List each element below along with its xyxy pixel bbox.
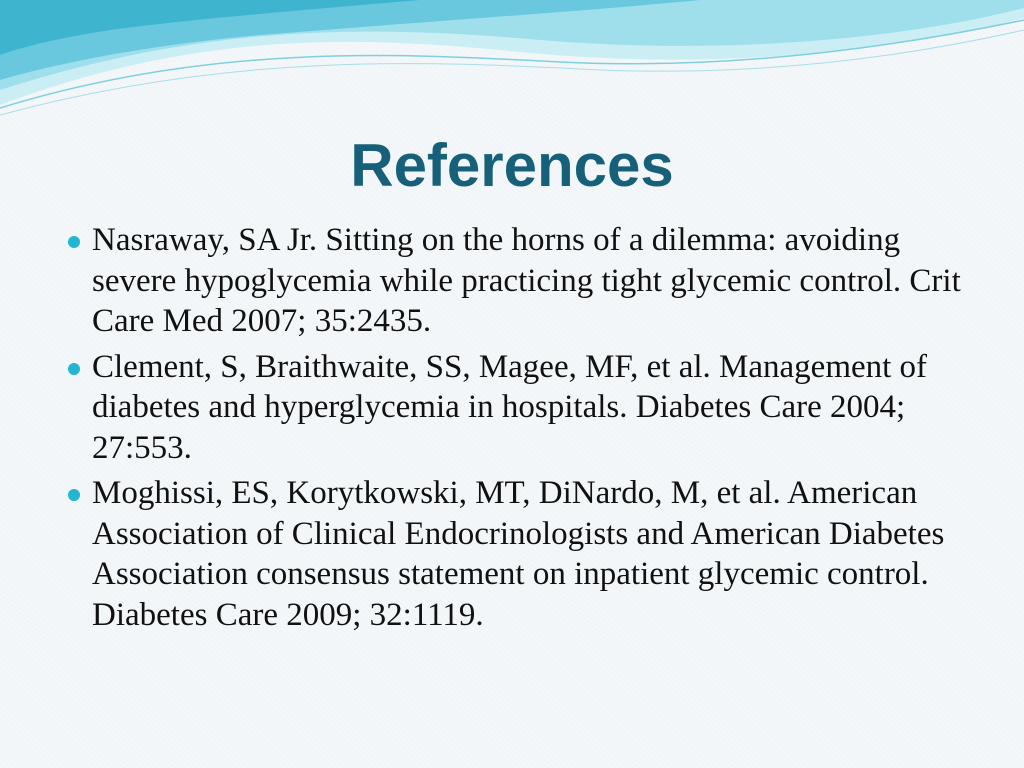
list-item [62, 220, 982, 342]
list-item [62, 473, 982, 635]
header-wave-decoration [0, 0, 1024, 130]
reference-text: Clement, S, Braithwaite, SS, Magee, MF, et al. Management of diabetes and hyperglycemia in hospitals. Diabetes Care 2004; 27:553. [92, 348, 928, 466]
reference-text: Nasraway, SA Jr. Sitting on the horns of a dilemma: avoiding severe hypoglycemia while practicing tight glycemic control. Crit Care Med 2007; 35:2435. [92, 222, 961, 339]
bullet-dot-icon [68, 236, 80, 248]
bullet-dot-icon [68, 489, 80, 501]
bullet-dot-icon [68, 363, 80, 375]
reference-text: Moghissi, ES, Korytkowski, MT, DiNardo, M, et al. American Association of Clinical Endocrinologists and American Diabetes Association consensus statement on inpatient glycemic control. Diabetes Care 2009; 32:1119. [92, 475, 945, 633]
reference-list [62, 220, 982, 640]
list-item [62, 347, 982, 469]
slide-title: References [350, 132, 674, 199]
